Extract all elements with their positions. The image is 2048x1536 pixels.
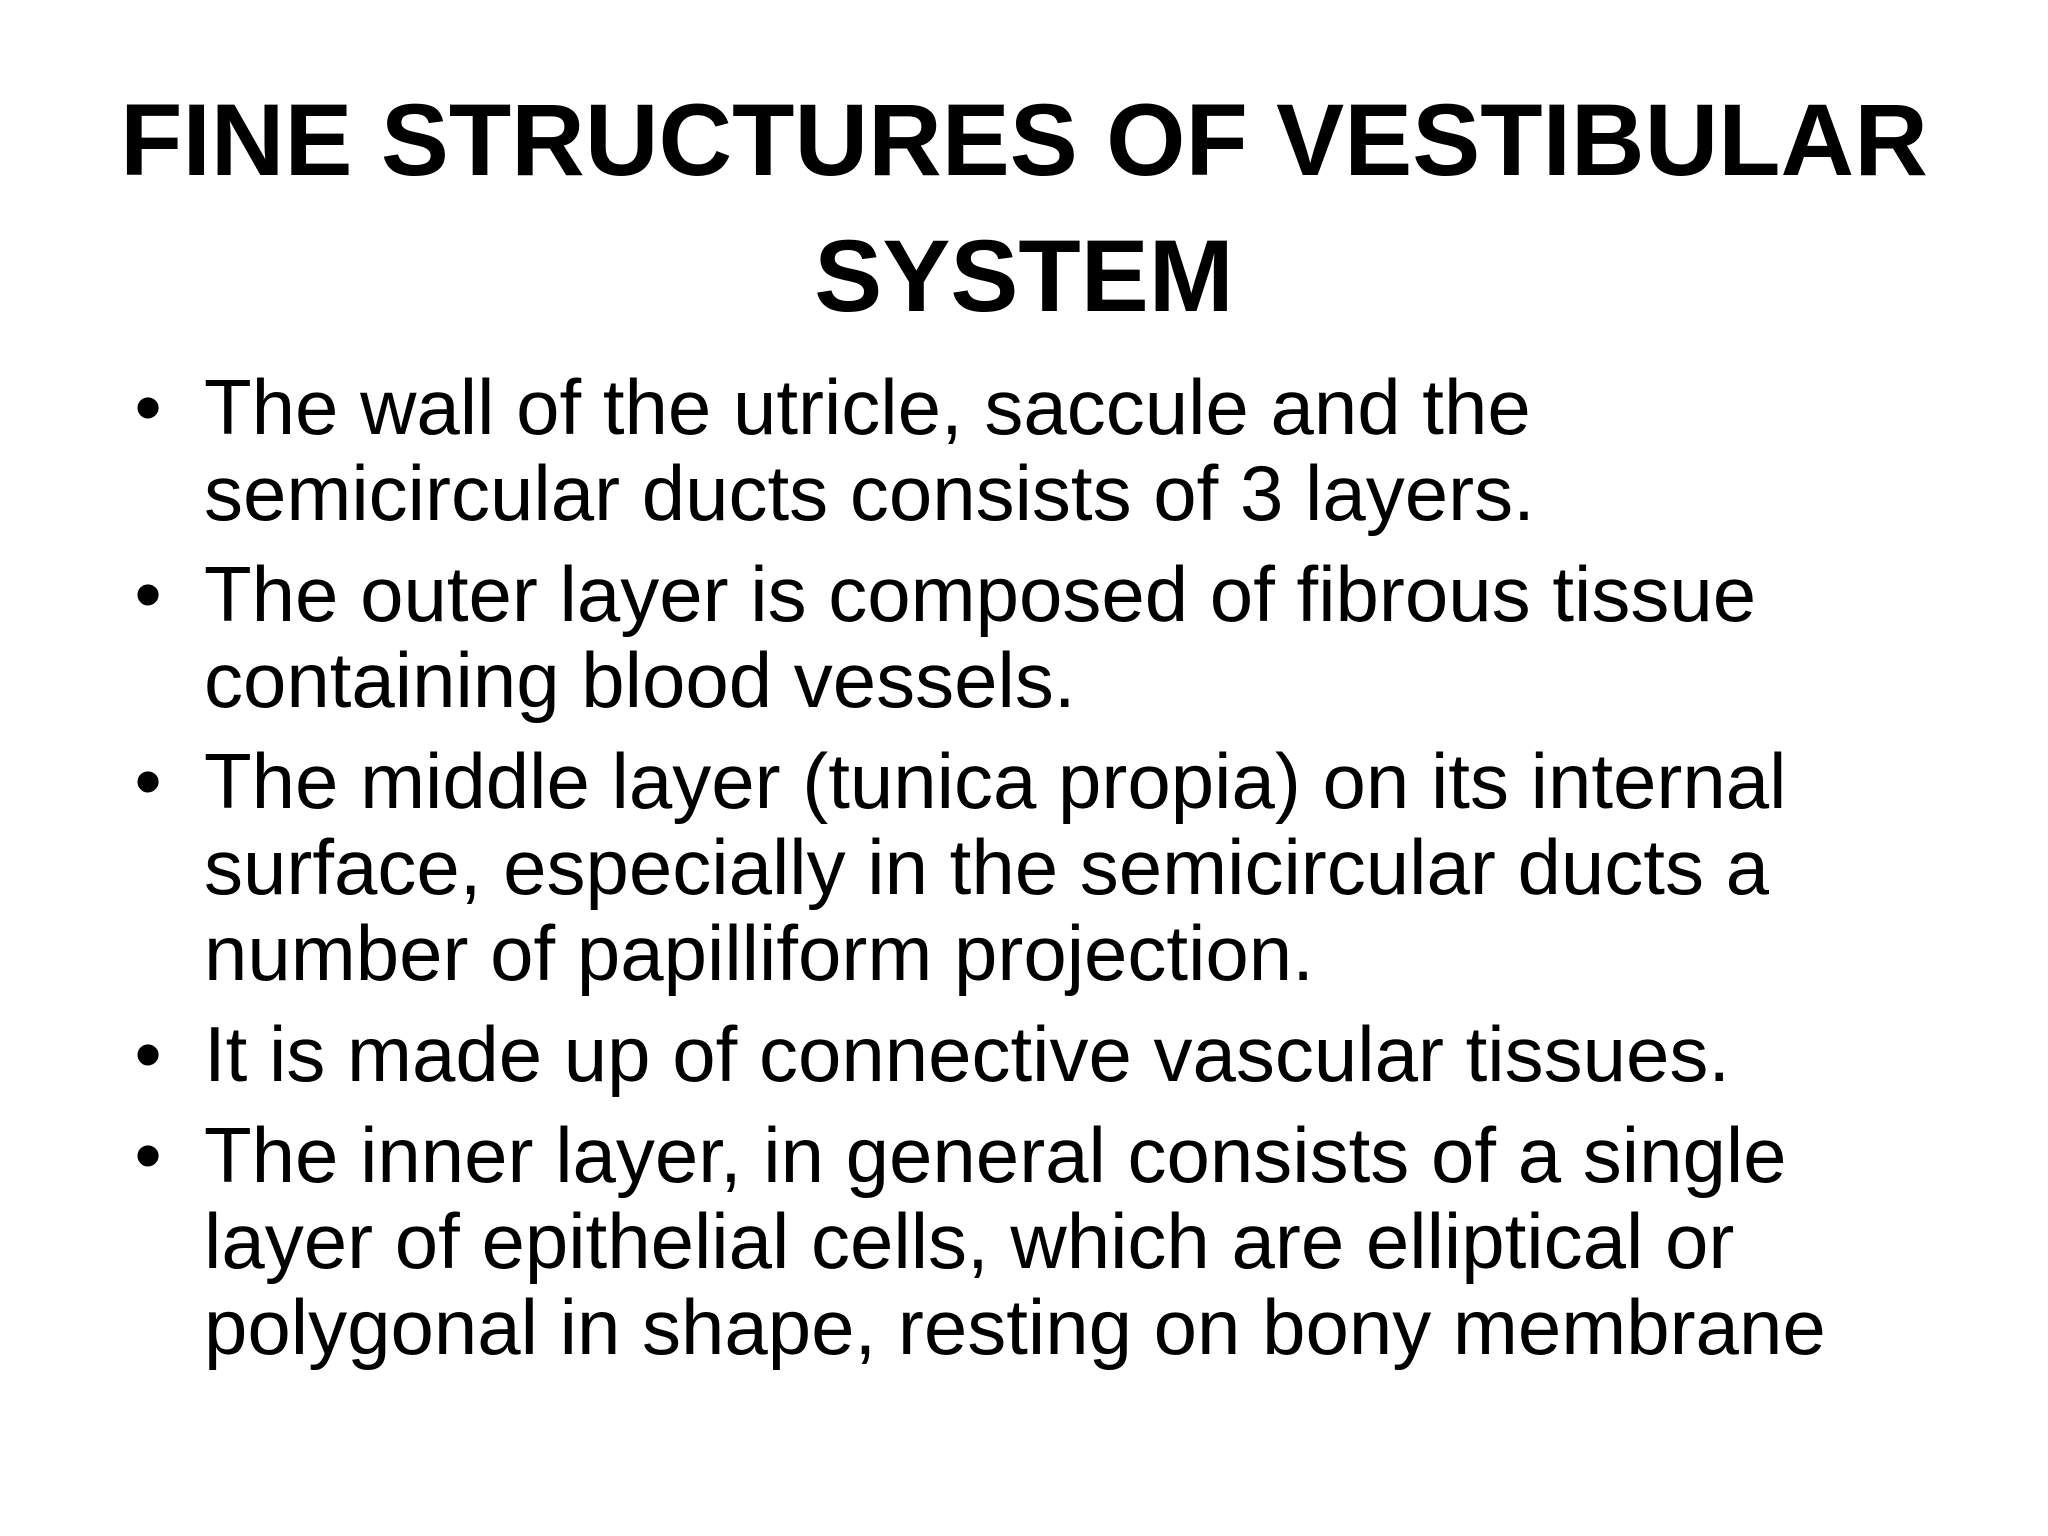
bullet-1-line-2: semicircular ducts consists of 3 layers. [204,449,1535,537]
bullet-dot-icon: • [134,1010,162,1098]
bullet-item-2 [128,551,1988,723]
bullet-4-line-1: It is made up of connective vascular tissues. [204,1010,1731,1098]
bullet-dot-icon: • [134,737,162,825]
bullet-5-line-2: layer of epithelial cells, which are elliptical or [204,1197,1735,1285]
bullet-item-3 [128,738,1988,996]
bullet-3-line-3: number of papilliform projection. [204,909,1314,997]
bullet-5-line-1: The inner layer, in general consists of a single [204,1111,1787,1199]
bullet-2-line-1: The outer layer is composed of fibrous tissue [204,550,1757,638]
slide-title-line-1: FINE STRUCTURES OF VESTIBULAR [120,83,1928,197]
bullet-3-line-1: The middle layer (tunica propia) on its internal [204,737,1787,825]
bullet-2-line-2: containing blood vessels. [204,636,1076,724]
bullet-dot-icon: • [134,363,162,451]
bullet-1-line-1: The wall of the utricle, saccule and the [204,363,1531,451]
bullet-list [128,364,1988,1385]
bullet-5-line-3: polygonal in shape, resting on bony membrane [204,1283,1826,1371]
bullet-item-4 [128,1011,1988,1097]
bullet-3-line-2: surface, especially in the semicircular ducts a [204,823,1769,911]
slide-title-line-2: SYSTEM [814,219,1234,333]
bullet-dot-icon: • [134,1111,162,1199]
bullet-item-5 [128,1112,1988,1370]
bullet-dot-icon: • [134,550,162,638]
slide-title [100,72,1948,344]
bullet-item-1 [128,364,1988,536]
